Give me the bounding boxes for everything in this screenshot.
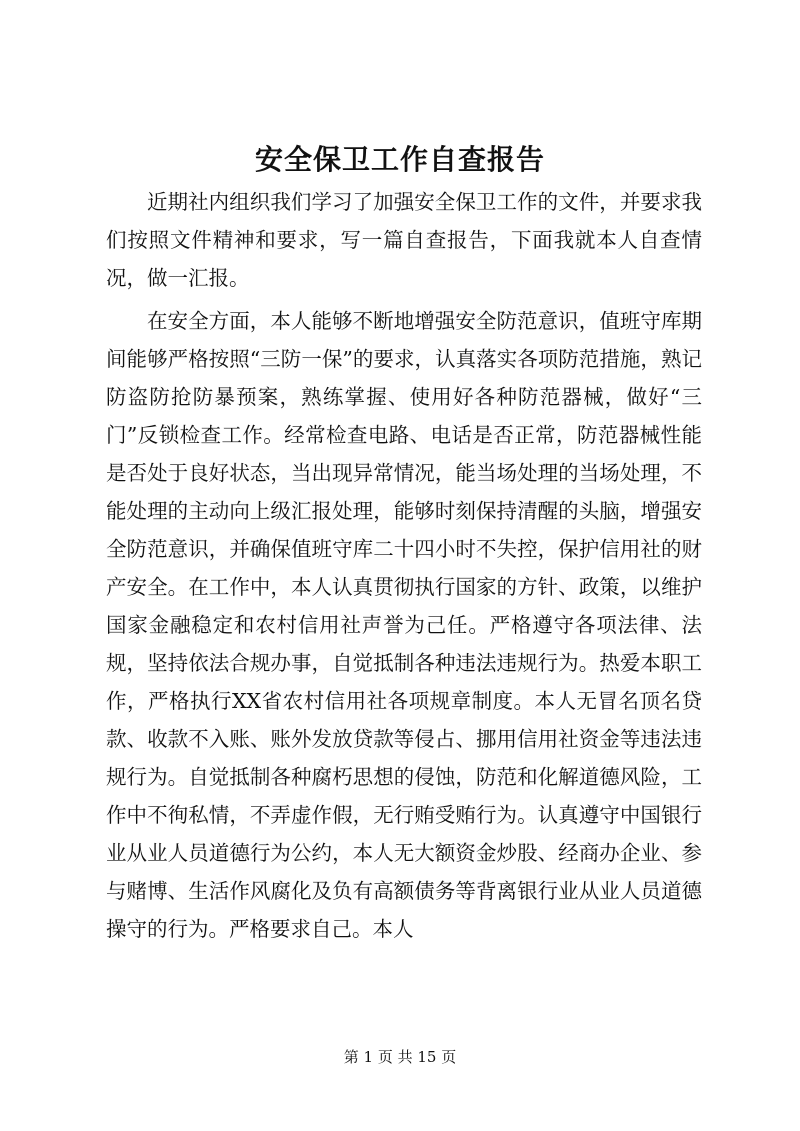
page-footer: 第 1 页 共 15 页 (343, 1048, 457, 1066)
paragraph-intro: 近期社内组织我们学习了加强安全保卫工作的文件，并要求我们按照文件精神和要求，写一篇自查报告，下面我就本人自查情况，做一汇报。 (106, 190, 702, 290)
paragraph-security: 在安全方面，本人能够不断地增强安全防范意识，值班守库期间能够严格按照“三防一保”的要求，认真落实各项防范措施，熟记防盗防抢防暴预案，熟练掌握、使用好各种防范器械，做好“三门”反锁检查工作。经常检查电路、电话是否正常，防范器械性能是否处于良好状态，当出现异常情况，能当场处理的当场处理，不能处理的主动向上级汇报处理，能够时刻保持清醒的头脑，增强安全防范意识，并确保值班守库二十四小时不失控，保护信用社的财产安全。在工作中，本人认真贯彻执行国家的方针、政策，以维护国家金融稳定和农村信用社声誉为己任。严格遵守各项法律、法规，坚持依法合规办事，自觉抵制各种违法违规行为。热爱本职工作，严格执行XX省农村信用社各项规章制度。本人无冒名顶名贷款、收款不入账、账外发放贷款等侵占、挪用信用社资金等违法违规行为。自觉抵制各种腐朽思想的侵蚀，防范和化解道德风险，工作中不徇私情，不弄虚作假，无行贿受贿行为。认真遵守中国银行业从业人员道德行为公约，本人无大额资金炒股、经商办企业、参与赌博、生活作风腐化及负有高额债务等背离银行业从业人员道德操守的行为。严格要求自己。本人 (106, 309, 702, 941)
document-title: 安全保卫工作自查报告 (254, 143, 545, 176)
document-body (106, 183, 702, 953)
